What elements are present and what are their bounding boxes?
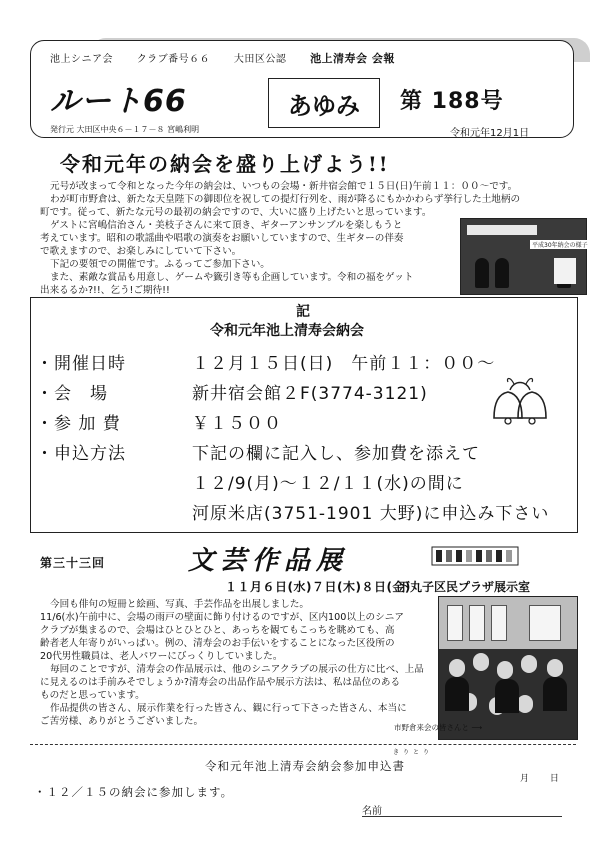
photo-face: [517, 695, 533, 713]
article2-line: ものだと思っています。: [40, 690, 145, 701]
article2-line: 今回も俳句の短冊と絵画、写真、手芸作品を出展しました。: [50, 599, 310, 610]
name-field-line: [362, 816, 562, 817]
exhibit-venue: 下丸子区民プラザ展示室: [398, 580, 531, 594]
row-value-period: １２/9(月)～１２/１１(水)の間に: [192, 474, 464, 494]
exhibit-date: １１月６日(水)７日(木)８日(金): [225, 580, 411, 594]
article2-line: に見えるのは手前みそでしょうか?清寿会の出品作品や展示方法は、私は品位のある: [40, 677, 401, 688]
publisher-line: 発行元 大田区中央６－１７－８ 宮嶋利明: [50, 125, 200, 134]
row-value-date: １２月１５日(日) 午前１１：００～: [192, 354, 496, 374]
photo-person: [475, 258, 489, 288]
last-year-party-photo: [460, 218, 587, 295]
photo-object: [554, 258, 576, 284]
photo-face: [521, 655, 537, 673]
photo-person: [495, 679, 519, 713]
org-name: 池上シニア会: [50, 54, 113, 65]
photo-face: [547, 659, 563, 677]
photo-person: [543, 677, 567, 711]
org-line: [50, 50, 415, 66]
photo-face: [449, 659, 465, 677]
notice-heading: 記: [296, 304, 310, 320]
photo-face: [497, 661, 513, 679]
row-value-method: 下記の欄に記入し、参加費を添えて: [192, 444, 480, 464]
row-value-venue: 新井宿会館２F(3774-3121): [192, 384, 428, 404]
article1-line: また、素敵な賞品も用意し、ゲームや籤引き等も企画しています。令和の福をゲット: [50, 272, 414, 283]
route66-logo: ルート66: [50, 84, 187, 119]
article1-line: 考えています。昭和の歌謡曲や唱歌の演奏をお願いしていますので、生ギターの伴奏: [40, 233, 404, 244]
name-label: 名前: [362, 806, 382, 817]
article1-line: 町です。従って、新たな元号の最初の納会ですので、大いに盛り上げたいと思っています。: [40, 207, 432, 218]
row-label-fee: ・参 加 費: [36, 414, 121, 434]
application-title: 令和元年池上清寿会納会参加申込書: [205, 759, 405, 773]
application-line: ・１２／１５の納会に参加します。: [34, 785, 234, 799]
photo-artwork: [529, 605, 561, 641]
article1-body: [40, 180, 520, 297]
article2-line: 作品提供の皆さん、展示作業を行った皆さん、観に行って下さった皆さん、本当に: [50, 703, 407, 714]
article1-line: ゲストに宮嶋信治さん・美枝子さんに来て頂き、ギターアンサンブルを楽しもうと: [50, 220, 403, 231]
article1-line: わが町市野倉は、新たな天皇陛下の御即位を祝しての提灯行列を、雨が降るにもかかわらず挙行した土地柄の: [50, 194, 521, 205]
article2-line: 11/6(水)午前中に、会場の雨戸の壁面に飾り付けるのですが、区内100以上のシニア: [40, 612, 404, 623]
article1-line: 元号が改まって令和となった今年の納会は、いつもの会場・新井宿会館で１５日(日)午前１１：００～です。: [50, 181, 518, 192]
exhibit-title: 文芸作品展: [188, 546, 349, 576]
month-day-field: 月 日: [520, 774, 559, 784]
exhibition-group-photo: [438, 596, 578, 740]
exhibit-decoration-icon: [430, 545, 520, 567]
newsletter-org: 池上清寿会 会報: [310, 52, 395, 65]
club-number: クラブ番号６６: [136, 54, 211, 65]
issue-date: 令和元年12月1日: [450, 128, 530, 139]
article2-line: 20代男性職員は、老人パワーにびっくりしていました。: [40, 651, 283, 662]
photo-artwork: [491, 605, 507, 641]
article2-line: 齢者老人年寄りがいっぱい。例の、清寿会のお手伝いをすることになった区役所の: [40, 638, 395, 649]
issue-number: 第 188号: [400, 89, 504, 114]
row-label-date: ・開催日時: [36, 354, 126, 374]
article2-line: ご苦労様、ありがとうございました。: [40, 716, 204, 727]
photo1-caption: 平成30年納会の様子: [532, 242, 588, 249]
row-value-shop: 河原米店(3751-1901 大野)に申込み下さい: [192, 504, 550, 524]
article1-line: 出来るるか?!!、乞う!ご期待!!: [40, 285, 170, 296]
newsletter-name: あゆみ: [268, 78, 380, 128]
photo-artwork: [447, 605, 463, 641]
photo-artwork: [469, 605, 485, 641]
article1-line: 下記の要領での開催です。ふるってご参加下さい。: [50, 259, 270, 270]
row-label-venue: ・会 場: [36, 384, 108, 404]
article2-body: [40, 598, 424, 728]
exhibit-edition: 第三十三回: [40, 556, 106, 570]
cut-here-ruby: きりとり: [393, 749, 434, 756]
photo-person: [495, 258, 509, 288]
christmas-bells-icon: [480, 370, 560, 430]
row-label-method: ・申込方法: [36, 444, 126, 464]
photo-banner: [467, 225, 537, 235]
row-value-fee: ￥１５００: [192, 414, 282, 434]
photo-face: [473, 653, 489, 671]
article2-line: 毎回のことですが、清寿会の作品展示は、他のシニアクラブの展示の仕方に比べ、上品: [50, 664, 424, 675]
article1-headline: 令和元年の納会を盛り上げよう!!: [60, 152, 390, 176]
photo2-caption: 市野倉来会の皆さんと ⟶: [394, 723, 483, 732]
article2-line: クラブが集まるので、会場はひとひとひと、あっちを観てもこっちを眺めても、高: [40, 625, 395, 636]
notice-title: 令和元年池上清寿会納会: [210, 323, 364, 339]
article1-line: で歌えますので、お楽しみにしていて下さい。: [40, 246, 242, 257]
photo-person: [445, 677, 469, 711]
certified: 大田区公認: [233, 54, 287, 65]
